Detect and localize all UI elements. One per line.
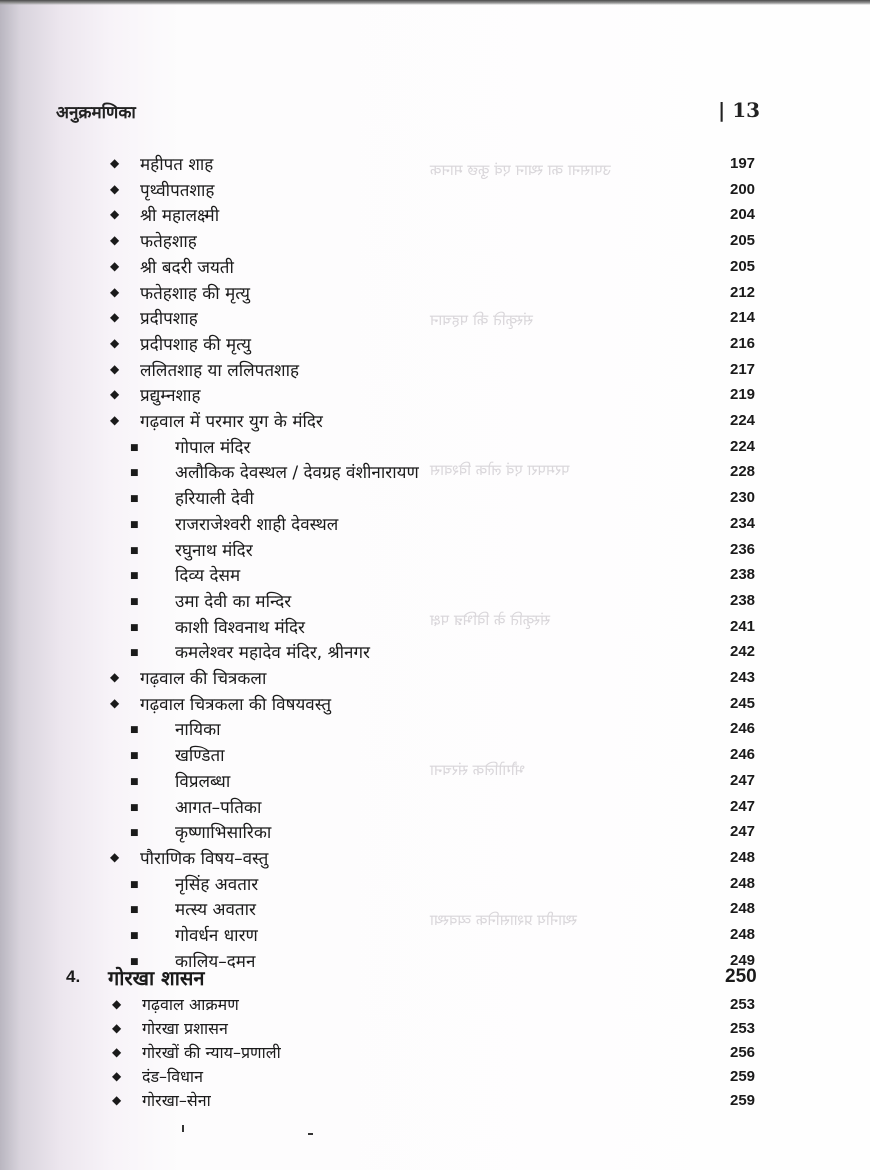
diamond-bullet-icon: [110, 259, 119, 273]
toc-entry: [0, 793, 870, 819]
diamond-bullet-icon: [112, 1093, 121, 1107]
page-number: | 13: [718, 98, 761, 122]
chapter-entry-page: 253: [730, 995, 756, 1013]
diamond-bullet-icon: [110, 310, 119, 324]
toc-entry-label: श्री बदरी जयती: [140, 257, 234, 278]
toc-entry-label: नायिका: [175, 719, 221, 740]
chapter-entry-label: दंड–विधान: [142, 1067, 203, 1086]
diamond-bullet-icon: [110, 336, 119, 350]
chapter-entry-label: गोरखों की न्याय–प्रणाली: [142, 1043, 281, 1062]
diamond-bullet-icon: [112, 1069, 121, 1083]
diamond-bullet-icon: [110, 156, 119, 170]
toc-entry: [0, 433, 870, 459]
toc-entry: [0, 664, 870, 690]
toc-entry-label: गढ़वाल में परमार युग के मंदिर: [140, 411, 323, 432]
chapter-toc-entry: [0, 1087, 870, 1113]
toc-entry-page: 205: [730, 231, 756, 249]
square-bullet-icon: [130, 593, 139, 607]
toc-entry-label: विप्रलब्धा: [175, 771, 231, 792]
toc-entry-page: 238: [730, 565, 756, 583]
toc-entry-label: प्रदीपशाह की मृत्यु: [140, 334, 251, 355]
diamond-bullet-icon: [110, 670, 119, 684]
chapter-entry-page: 259: [730, 1091, 756, 1109]
toc-entry: [0, 407, 870, 433]
chapter-entry-page: 253: [730, 1019, 756, 1037]
toc-entry-label: रघुनाथ मंदिर: [175, 540, 253, 561]
toc-entry: [0, 227, 870, 253]
square-bullet-icon: [130, 516, 139, 530]
toc-entry-label: गढ़वाल की चित्रकला: [140, 668, 267, 689]
toc-entry-page: 228: [730, 462, 756, 480]
toc-entry-page: 242: [730, 642, 756, 660]
toc-entry: [0, 176, 870, 202]
square-bullet-icon: [130, 644, 139, 658]
toc-entry-label: प्रद्युम्नशाह: [140, 385, 201, 406]
bleed-through-line: भौगोलिक संरचना: [430, 761, 526, 779]
toc-entry: [0, 201, 870, 227]
square-bullet-icon: [130, 824, 139, 838]
toc-entry: [0, 510, 870, 536]
toc-entry-label: आगत–पतिका: [175, 797, 262, 818]
toc-entry: [0, 715, 870, 741]
toc-entry-label: गोपाल मंदिर: [175, 437, 251, 458]
chapter-title: गोरखा शासन: [108, 965, 205, 990]
toc-entry-page: 236: [730, 540, 756, 558]
toc-entry: [0, 895, 870, 921]
toc-entry: [0, 150, 870, 176]
toc-entry: [0, 613, 870, 639]
toc-entry-label: गढ़वाल चित्रकला की विषयवस्तु: [140, 694, 332, 715]
diamond-bullet-icon: [110, 207, 119, 221]
toc-entry-page: 247: [730, 797, 756, 815]
toc-entry-label: फतेहशाह: [140, 231, 197, 252]
toc-entry-label: अलौकिक देवस्थल / देवग्रह वंशीनारायण: [175, 462, 419, 483]
toc-entry: [0, 458, 870, 484]
page-top-edge-shadow: [0, 0, 870, 5]
chapter-number: 4.: [66, 967, 81, 986]
toc-entry: [0, 741, 870, 767]
toc-entry: [0, 844, 870, 870]
diamond-bullet-icon: [112, 997, 121, 1011]
toc-entry: [0, 870, 870, 896]
diamond-bullet-icon: [110, 696, 119, 710]
toc-entry: [0, 638, 870, 664]
square-bullet-icon: [130, 901, 139, 915]
square-bullet-icon: [130, 799, 139, 813]
diamond-bullet-icon: [112, 1045, 121, 1059]
toc-entry: [0, 690, 870, 716]
toc-entry-page: 212: [730, 283, 756, 301]
toc-entry-page: 217: [730, 360, 756, 378]
toc-entry: [0, 356, 870, 382]
toc-entry: [0, 767, 870, 793]
toc-entry-label: खण्डिता: [175, 745, 225, 766]
toc-entry-page: 216: [730, 334, 756, 352]
square-bullet-icon: [130, 747, 139, 761]
chapter-entry-label: गोरखा प्रशासन: [142, 1019, 228, 1038]
toc-entry: [0, 330, 870, 356]
diamond-bullet-icon: [110, 850, 119, 864]
diamond-bullet-icon: [110, 182, 119, 196]
toc-entry-label: राजराजेश्वरी शाही देवस्थल: [175, 514, 339, 535]
running-header-title: अनुक्रमणिका: [56, 103, 136, 123]
chapter-toc-entry: [0, 1039, 870, 1065]
diamond-bullet-icon: [110, 233, 119, 247]
bleed-through-line: संस्कृति के विभिन्न पक्ष: [430, 611, 551, 629]
bleed-through-line: उपासना का स्थान एवं कुछ मानक: [430, 161, 611, 179]
chapter-entry-page: 259: [730, 1067, 756, 1085]
toc-entry-page: 248: [730, 848, 756, 866]
toc-entry: [0, 253, 870, 279]
square-bullet-icon: [130, 464, 139, 478]
toc-entry-page: 197: [730, 154, 756, 172]
toc-entry-label: नृसिंह अवतार: [175, 874, 259, 895]
toc-entry-page: 248: [730, 899, 756, 917]
toc-entry: [0, 587, 870, 613]
toc-entry-page: 224: [730, 411, 756, 429]
bleed-through-line: स्थानीय प्रशासनिक व्यवस्था: [430, 911, 578, 929]
toc-entry: [0, 536, 870, 562]
bleed-through-line: संस्कृति की पहचान: [430, 311, 534, 329]
toc-entry-page: 238: [730, 591, 756, 609]
toc-entry-page: 205: [730, 257, 756, 275]
chapter-page: 250: [725, 966, 757, 987]
diamond-bullet-icon: [110, 387, 119, 401]
toc-entry-label: कृष्णाभिसारिका: [175, 822, 272, 843]
diamond-bullet-icon: [110, 285, 119, 299]
square-bullet-icon: [130, 619, 139, 633]
toc-entry: [0, 304, 870, 330]
toc-entry-page: 230: [730, 488, 756, 506]
toc-entry-label: प्रदीपशाह: [140, 308, 198, 329]
toc-entry: [0, 818, 870, 844]
toc-entry-page: 248: [730, 925, 756, 943]
toc-entry-page: 241: [730, 617, 756, 635]
chapter-heading: [0, 962, 870, 992]
toc-entry: [0, 484, 870, 510]
toc-entry: [0, 279, 870, 305]
square-bullet-icon: [130, 567, 139, 581]
chapter-entry-page: 256: [730, 1043, 756, 1061]
chapter-toc-entry: [0, 991, 870, 1017]
toc-entry-label: मत्स्य अवतार: [175, 899, 256, 920]
toc-entry-page: 249: [730, 951, 756, 969]
toc-entry-page: 246: [730, 719, 756, 737]
toc-entry-label: दिव्य देसम: [175, 565, 241, 586]
toc-entry-label: कालिय–दमन: [175, 951, 256, 972]
square-bullet-icon: [130, 876, 139, 890]
chapter-toc-entry: [0, 1015, 870, 1041]
diamond-bullet-icon: [112, 1021, 121, 1035]
diamond-bullet-icon: [110, 413, 119, 427]
square-bullet-icon: [130, 490, 139, 504]
toc-entry-label: फतेहशाह की मृत्यु: [140, 283, 251, 304]
toc-entry-page: 200: [730, 180, 756, 198]
toc-entry-label: काशी विश्वनाथ मंदिर: [175, 617, 306, 638]
toc-entry-page: 247: [730, 822, 756, 840]
toc-entry-label: महीपत शाह: [140, 154, 214, 175]
toc-entry: [0, 561, 870, 587]
chapter-toc-entry: [0, 1063, 870, 1089]
toc-entry-page: 204: [730, 205, 756, 223]
square-bullet-icon: [130, 542, 139, 556]
toc-entry-page: 243: [730, 668, 756, 686]
square-bullet-icon: [130, 927, 139, 941]
diamond-bullet-icon: [110, 362, 119, 376]
chapter-entry-label: गढ़वाल आक्रमण: [142, 995, 239, 1014]
toc-entry-label: ललितशाह या ललिपतशाह: [140, 360, 299, 381]
toc-entry-page: 248: [730, 874, 756, 892]
bleed-through-line: परमपरा एवं लोक विश्वास: [430, 461, 570, 479]
toc-entry-label: कमलेश्वर महादेव मंदिर, श्रीनगर: [175, 642, 371, 663]
toc-entry: [0, 381, 870, 407]
toc-entry-page: 246: [730, 745, 756, 763]
chapter-entry-label: गोरखा–सेना: [142, 1091, 211, 1110]
toc-entry: [0, 921, 870, 947]
toc-entry-label: उमा देवी का मन्दिर: [175, 591, 292, 612]
toc-entry-page: 247: [730, 771, 756, 789]
toc-entry-label: पौराणिक विषय–वस्तु: [140, 848, 269, 869]
toc-entry-label: गोवर्धन धारण: [175, 925, 258, 946]
square-bullet-icon: [130, 721, 139, 735]
square-bullet-icon: [130, 773, 139, 787]
print-speck: [308, 1133, 313, 1135]
toc-entry-label: श्री महालक्ष्मी: [140, 205, 220, 226]
toc-entry-page: 234: [730, 514, 756, 532]
toc-entry-page: 214: [730, 308, 756, 326]
toc-entry-label: पृथ्वीपतशाह: [140, 180, 215, 201]
toc-entry-label: हरियाली देवी: [175, 488, 254, 509]
toc-entry-page: 245: [730, 694, 756, 712]
toc-entry-page: 224: [730, 437, 756, 455]
square-bullet-icon: [130, 439, 139, 453]
print-speck: [182, 1125, 184, 1132]
toc-entry-page: 219: [730, 385, 756, 403]
